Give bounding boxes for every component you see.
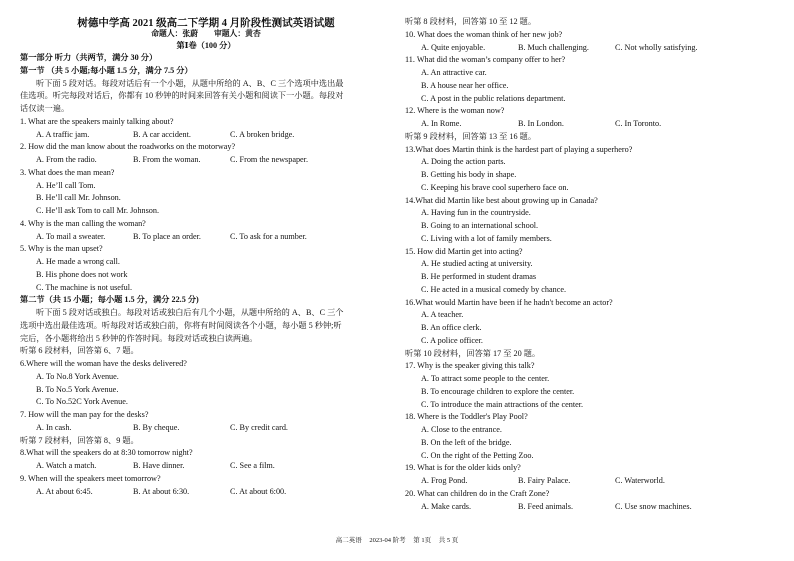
question-text: 12. Where is the woman now? [405, 106, 505, 116]
option-row [20, 460, 392, 473]
option-c[interactable]: C. Use snow machines. [615, 501, 692, 511]
option-c[interactable]: C. A police officer. [421, 335, 483, 345]
option-a[interactable]: A. To No.8 York Avenue. [36, 371, 119, 381]
volume-heading: 第Ⅰ卷（100 分） [176, 41, 236, 50]
option-a[interactable]: A. A traffic jam. [36, 129, 90, 139]
option-b[interactable]: B. On the left of the bridge. [421, 437, 512, 447]
option-a[interactable]: A. He’ll call Tom. [36, 180, 96, 190]
reviewer: 审题人：黄杏 [213, 29, 261, 38]
question-text: 18. Where is the Toddler's Play Pool? [405, 412, 528, 422]
option-a[interactable]: A. From the radio. [36, 155, 97, 164]
question-text: 1. What are the speakers mainly talking about? [20, 116, 174, 126]
option-b[interactable]: B. Getting his body in shape. [421, 170, 517, 179]
section2-instructions: 完后，各小题将给出 5 秒钟的作答时间。每段对话或独白读两遍。 [20, 333, 258, 343]
page-footer [0, 535, 794, 544]
section1-instructions: 话仅读一遍。 [20, 104, 70, 113]
option-c[interactable]: C. To ask for a number. [230, 231, 307, 241]
option-a[interactable]: A. Watch a match. [36, 461, 97, 470]
option-c[interactable]: C. Not wholly satisfying. [615, 42, 698, 52]
option-a[interactable]: A. A teacher. [421, 310, 464, 320]
option-row [405, 118, 775, 131]
option-b[interactable]: B. To No.5 York Avenue. [36, 384, 119, 394]
option-a[interactable]: A. An attractive car. [421, 68, 487, 77]
option-c[interactable]: C. A post in the public relations department. [421, 93, 566, 103]
question-text: 9. When will the speakers meet tomorrow? [20, 473, 161, 483]
option-b[interactable]: B. He’ll call Mr. Johnson. [36, 193, 121, 203]
option-row [20, 129, 392, 142]
footer-total-pages: 共 5 页 [438, 537, 459, 544]
footer-exam: 2023-04 阶考 [369, 537, 406, 544]
question-text: 20. What can children do in the Craft Zone? [405, 488, 550, 498]
question-text: 19. What is for the older kids only? [405, 463, 521, 473]
question-text: 4. Why is the man calling the woman? [20, 218, 146, 228]
question-text: 17. Why is the speaker giving this talk? [405, 361, 535, 371]
option-row [20, 486, 392, 499]
option-row [20, 154, 392, 167]
option-b[interactable]: B. To encourage children to explore the center. [421, 386, 575, 396]
section1-heading: 第一节 （共 5 小题;每小题 1.5 分，满分 7.5 分） [20, 65, 193, 75]
question-text: 14.What did Martin like best about growing up in Canada? [405, 195, 598, 205]
option-a[interactable]: A. He studied acting at university. [421, 259, 533, 269]
section2-heading: 第二节（共 15 小题；每小题 1.5 分，满分 22.5 分) [20, 295, 199, 305]
option-row [405, 475, 775, 488]
option-c[interactable]: C. He acted in a musical comedy by chance. [421, 284, 567, 294]
option-row [405, 501, 775, 514]
question-text: 16.What would Martin have been if he hadn't become an actor? [405, 297, 613, 307]
option-a[interactable]: A. He made a wrong call. [36, 257, 120, 266]
material-lead-in: 听第 10 段材料，回答第 17 至 20 题。 [405, 348, 541, 358]
option-a[interactable]: A. At about 6:45. [36, 486, 93, 496]
footer-page-number: 第 1页 [413, 537, 432, 544]
option-b[interactable]: B. At about 6:30. [133, 486, 190, 496]
option-b[interactable]: B. A car accident. [133, 129, 191, 139]
option-b[interactable]: B. In London. [518, 119, 564, 128]
option-b[interactable]: B. His phone does not work [36, 269, 128, 279]
option-b[interactable]: B. Feed animals. [518, 501, 574, 511]
option-c[interactable]: C. See a film. [230, 461, 275, 470]
question-text: 13.What does Martin think is the hardest part of playing a superhero? [405, 144, 633, 154]
option-a[interactable]: A. To mail a sweater. [36, 231, 106, 241]
question-text: 6.Where will the woman have the desks delivered? [20, 359, 187, 368]
option-a[interactable]: A. Quite enjoyable. [421, 42, 486, 52]
option-a[interactable]: A. In cash. [36, 422, 72, 432]
section2-instructions: 选项中选出最佳选项。听每段对话或独白前，你将有时间阅读各个小题，每小题 5 秒钟;听 [20, 320, 342, 330]
author-line [20, 28, 392, 39]
part1-heading: 第一部分 听力（共两节，满分 30 分） [20, 53, 158, 62]
question-text: 7. How will the man pay for the desks? [20, 410, 149, 419]
option-c[interactable]: C. From the newspaper. [230, 155, 308, 164]
section1-instructions: 佳选项。听完每段对话后，你都有 10 秒钟的时间来回答有关小题和阅读下一小题。每段对 [20, 91, 344, 101]
option-c[interactable]: C. Living with a lot of family members. [421, 233, 552, 243]
option-b[interactable]: B. Going to an international school. [421, 221, 539, 230]
question-text: 2. How did the man know about the roadworks on the motorway? [20, 142, 236, 152]
option-c[interactable]: C. By credit card. [230, 422, 288, 432]
material-lead-in: 听第 8 段材料，回答第 10 至 12 题。 [405, 17, 537, 26]
option-b[interactable]: B. Much challenging. [518, 42, 589, 52]
option-row [20, 231, 392, 244]
right-column [405, 16, 775, 513]
option-b[interactable]: B. A house near her office. [421, 80, 509, 90]
option-c[interactable]: C. The machine is not useful. [36, 282, 133, 292]
option-a[interactable]: A. Frog Pond. [421, 476, 468, 485]
option-c[interactable]: C. A broken bridge. [230, 129, 295, 139]
section1-instructions: 听下面 5 段对话。每段对话后有一个小题，从题中所给的 A、B、C 三个选项中选出最 [36, 78, 344, 88]
option-c[interactable]: C. To introduce the main attractions of the center. [421, 399, 584, 409]
left-column [20, 52, 392, 498]
author: 命题人：张蔚 [151, 29, 199, 38]
option-a[interactable]: A. Having fun in the countryside. [421, 208, 531, 218]
question-text: 5. Why is the man upset? [20, 244, 103, 254]
material-lead-in: 听第 7 段材料，回答第 8、9 题。 [20, 435, 139, 445]
option-b[interactable]: B. Have dinner. [133, 461, 185, 470]
option-b[interactable]: B. By cheque. [133, 422, 180, 432]
material-lead-in: 听第 9 段材料，回答第 13 至 16 题。 [405, 131, 537, 141]
option-c[interactable]: C. He’ll ask Tom to call Mr. Johnson. [36, 206, 159, 215]
option-b[interactable]: B. To place an order. [133, 231, 201, 241]
option-a[interactable]: A. Make cards. [421, 501, 472, 511]
option-b[interactable]: B. From the woman. [133, 155, 201, 164]
option-a[interactable]: A. Close to the entrance. [421, 425, 502, 434]
option-a[interactable]: A. Doing the action parts. [421, 157, 506, 167]
option-c[interactable]: C. Keeping his brave cool superhero face on. [421, 182, 569, 192]
question-text: 15. How did Martin get into acting? [405, 246, 523, 256]
option-c[interactable]: C. Waterworld. [615, 476, 665, 485]
option-a[interactable]: A. In Rome. [421, 119, 462, 128]
option-c[interactable]: C. In Toronto. [615, 119, 662, 128]
option-row [405, 42, 775, 55]
option-a[interactable]: A. To attract some people to the center. [421, 374, 550, 383]
option-b[interactable]: B. An office clerk. [421, 323, 482, 332]
footer-subject: 高二英语 [335, 537, 362, 544]
exam-title: 树德中学高 2021 级高二下学期 4 月阶段性测试英语试题 [77, 18, 335, 29]
question-text: 3. What does the man mean? [20, 167, 115, 177]
question-text: 8.What will the speakers do at 8:30 tomorrow night? [20, 448, 193, 458]
option-row [20, 422, 392, 435]
section2-instructions: 听下面 5 段对话或独白。每段对话或独白后有几个小题，从题中所给的 A、B、C 三个 [36, 308, 344, 317]
option-b[interactable]: B. He performed in student dramas [421, 272, 537, 281]
question-text: 11. What did the woman’s company offer to her? [405, 55, 566, 65]
option-c[interactable]: C. At about 6:00. [230, 486, 287, 496]
option-c[interactable]: C. To No.52C York Avenue. [36, 397, 128, 407]
question-text: 10. What does the woman think of her new job? [405, 29, 563, 39]
material-lead-in: 听第 6 段材料，回答第 6、7 题。 [20, 346, 139, 356]
option-c[interactable]: C. On the right of the Petting Zoo. [421, 450, 534, 460]
option-b[interactable]: B. Fairy Palace. [518, 476, 571, 485]
